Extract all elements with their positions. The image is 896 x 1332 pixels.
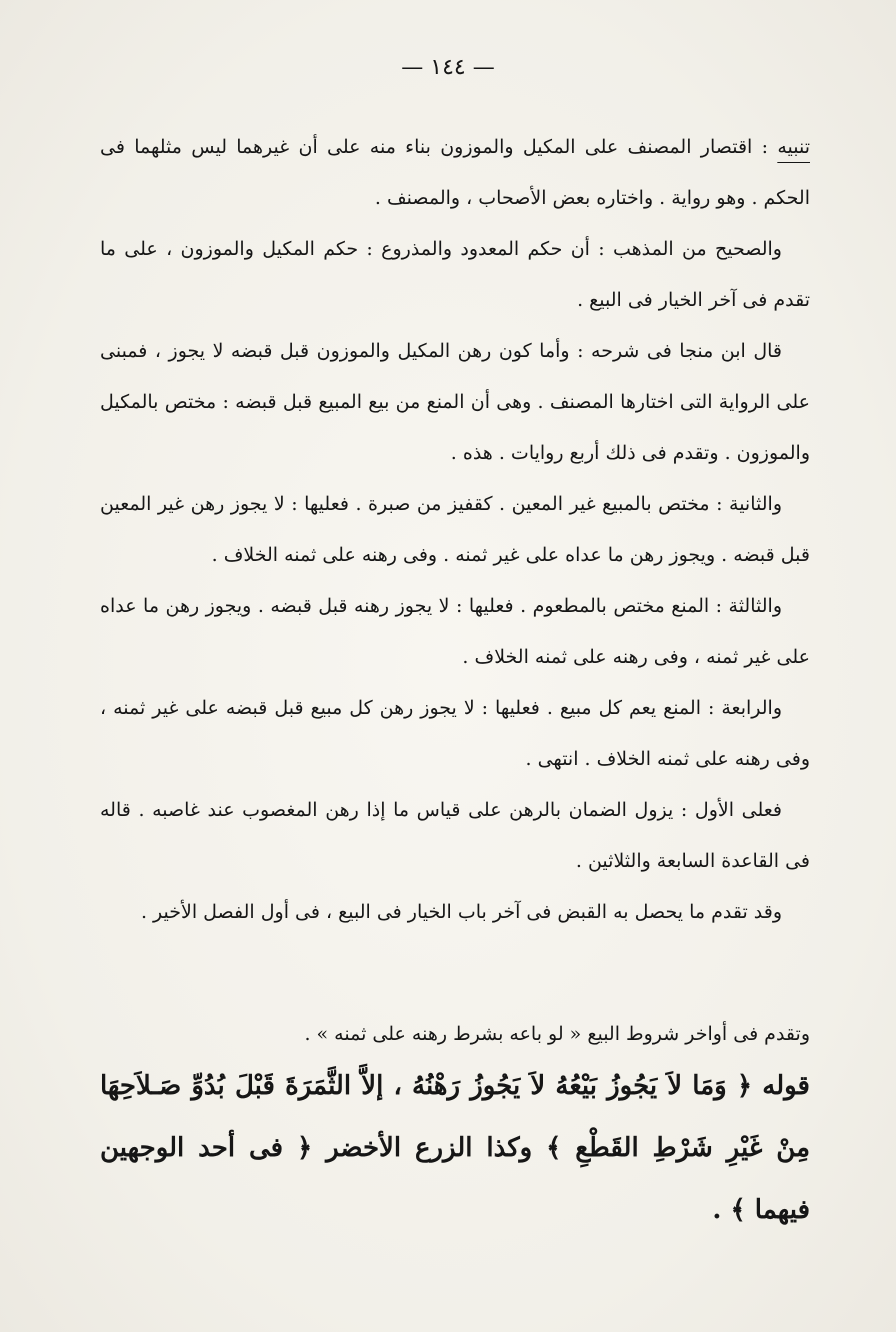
paragraph-first-consequence: فعلى الأول : يزول الضمان بالرهن على قياس ما إذا رهن المغصوب عند غاصبه . قاله فى القاعدة السابعة والثلاثين . bbox=[100, 799, 810, 872]
lead-word-tanbih: تنبيه bbox=[777, 136, 810, 158]
paragraph-tanbih-text: : اقتصار المصنف على المكيل والموزون بناء منه على أن غيرهما ليس مثلهما فى الحكم . وهو رواية . واختاره بعض الأصحاب ، والمصنف . bbox=[100, 136, 810, 209]
paragraph-tanbih bbox=[100, 122, 810, 224]
page-number: — ١٤٤ — bbox=[401, 55, 495, 80]
paragraph-qabd: وقد تقدم ما يحصل به القبض فى آخر باب الخيار فى البيع ، فى أول الفصل الأخير . bbox=[140, 901, 782, 923]
paragraph-sale-conditions: وتقدم فى أواخر شروط البيع « لو باعه بشرط رهنه على ثمنه » . bbox=[304, 1023, 810, 1045]
main-text bbox=[100, 122, 810, 938]
paragraph-second-narration: والثانية : مختص بالمبيع غير المعين . كقفيز من صبرة . فعليها : لا يجوز رهن غير المعين قبل قبضه . ويجوز رهن ما عداه على غير ثمنه . وفى رهنه على ثمنه الخلاف . bbox=[100, 493, 810, 566]
paragraph-sahih: والصحيح من المذهب : أن حكم المعدود والمذروع : حكم المكيل والموزون ، على ما تقدم فى آخر الخيار فى البيع . bbox=[100, 238, 810, 311]
paragraph-third-narration: والثالثة : المنع مختص بالمطعوم . فعليها : لا يجوز رهنه قبل قبضه . ويجوز رهن ما عداه على غير ثمنه ، وفى رهنه على ثمنه الخلاف . bbox=[100, 595, 810, 668]
quoted-matn bbox=[100, 1055, 810, 1241]
paragraph-fourth-narration: والرابعة : المنع يعم كل مبيع . فعليها : لا يجوز رهن كل مبيع قبل قبضه على غير ثمنه ، وفى رهنه على ثمنه الخلاف . انتهى . bbox=[100, 697, 810, 770]
paragraph-ibn-munja: قال ابن منجا فى شرحه : وأما كون رهن المكيل والموزون قبل قبضه لا يجوز ، فمبنى على الرواية التى اختارها المصنف . وهى أن المنع من بيع المبيع قبل قبضه : مختص بالمكيل والموزون . وتقدم فى ذلك أربع روايات . هذه . bbox=[100, 340, 810, 464]
matn-text: قوله ﴿ وَمَا لاَ يَجُوزُ بَيْعُهُ لاَ يَجُوزُ رَهْنُهُ ، إلاَّ الثَّمَرَةَ قَبْلَ بُدُوِّ صَـلاَحِهَا مِنْ غَيْرِ شَرْطِ القَطْعِ ﴾ وكذا الزرع الأخضر ﴿ فى أحد الوجهين فيهما ﴾ . bbox=[100, 1071, 810, 1225]
